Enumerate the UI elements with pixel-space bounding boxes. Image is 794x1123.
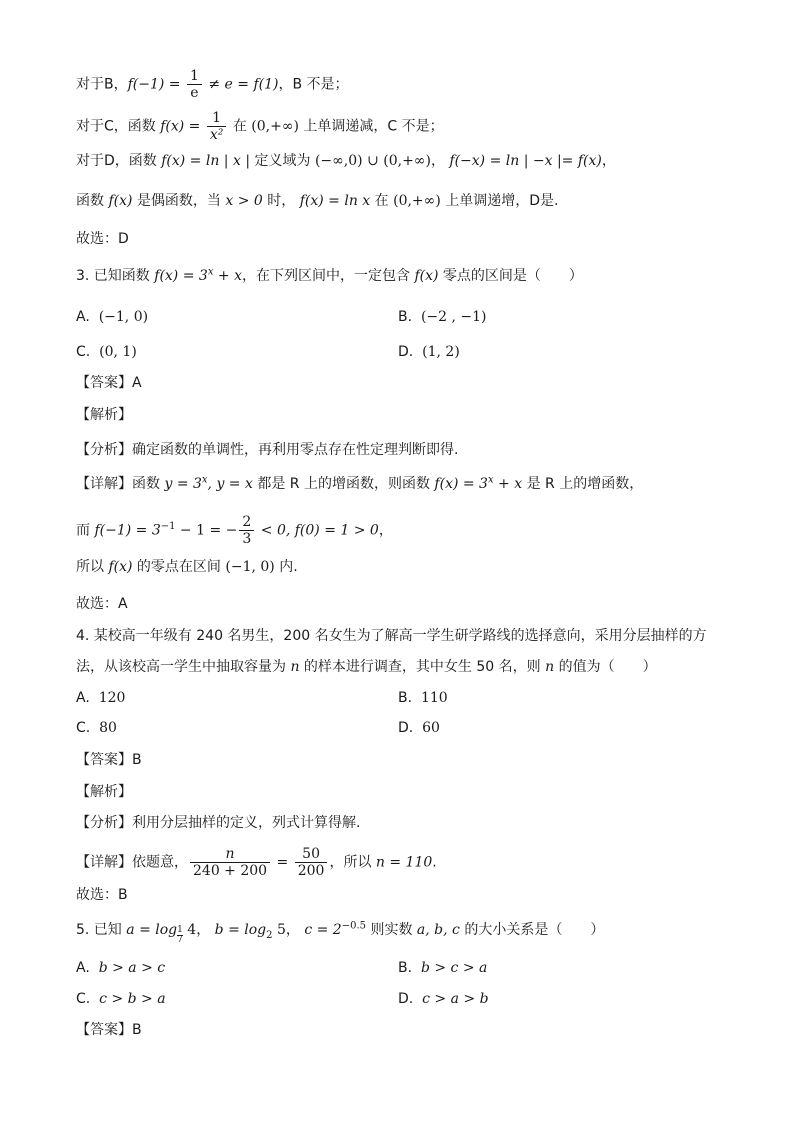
option-d — [398, 718, 440, 738]
option-value: c > a > b — [422, 991, 489, 1007]
option-label: B. — [398, 960, 413, 976]
analysis-fenxi — [76, 813, 360, 833]
text: 对于D，函数 — [76, 153, 162, 169]
math: + x — [213, 268, 242, 284]
math: n — [545, 659, 555, 675]
math: a = log — [126, 922, 178, 938]
text-line — [76, 191, 558, 211]
math: (0,+∞) — [393, 193, 441, 209]
option-c — [76, 342, 137, 362]
text: 函数 — [76, 193, 109, 209]
text: . — [432, 854, 437, 871]
analysis-detail — [76, 846, 437, 879]
answer-line — [76, 373, 142, 393]
text: 的样本进行调查，其中女生 50 名，则 — [299, 659, 546, 675]
math: − 1 = − — [175, 522, 238, 539]
fraction-numerator: 50 — [295, 846, 328, 863]
detail-line-2 — [76, 514, 393, 547]
option-a — [76, 307, 148, 327]
fraction-numerator: 1 — [187, 68, 202, 85]
math: b = log — [214, 922, 267, 938]
detail-tag: 【详解】 — [76, 854, 132, 871]
option-label: D. — [398, 991, 414, 1007]
text: 法，从该校高一学生中抽取容量为 — [76, 659, 291, 675]
text: 而 — [76, 522, 95, 539]
option-value: 80 — [99, 720, 117, 736]
option-value: 60 — [422, 720, 440, 736]
fenxi-tag: 【分析】 — [76, 442, 132, 458]
text: 对于B， — [76, 76, 128, 93]
option-b — [398, 688, 448, 708]
superscript: x — [207, 266, 214, 278]
text: 是偶函数，当 — [132, 193, 226, 209]
option-label: C. — [76, 991, 91, 1007]
superscript: −1 — [160, 520, 176, 532]
answer-tag: 【答案】 — [76, 752, 132, 768]
fraction — [207, 110, 227, 143]
option-label: A. — [76, 309, 90, 325]
subscript: 2 — [266, 929, 273, 941]
text: ，所以 — [329, 854, 376, 871]
option-c — [76, 718, 117, 738]
fraction-numerator: 2 — [239, 514, 254, 531]
math: c = 2 — [304, 922, 342, 938]
answer-value: B — [132, 1022, 142, 1038]
fraction — [187, 68, 202, 101]
text: ，B 不是； — [278, 76, 349, 93]
text: 依题意， — [132, 854, 188, 871]
option-a — [76, 688, 125, 708]
fraction — [295, 846, 328, 879]
option-value: b > c > a — [420, 960, 488, 976]
answer-value: A — [132, 375, 142, 391]
text: 的大小关系是（ ） — [459, 922, 605, 938]
text: 在 — [370, 193, 394, 209]
text: 内. — [274, 559, 298, 575]
text-line — [76, 110, 444, 143]
fenxi-tag: 【分析】 — [76, 815, 132, 831]
text: ， — [430, 153, 450, 169]
option-value: (−2 , −1) — [420, 309, 487, 325]
math: ≠ e = f(1) — [203, 76, 279, 93]
answer-tag: 【答案】 — [76, 1022, 132, 1038]
math: < 0, f(0) = 1 > 0 — [256, 522, 379, 539]
text: 上单调递减，C 不是； — [298, 118, 444, 135]
math: f(x) = 3 — [154, 268, 208, 284]
math: f(−1) = — [127, 76, 185, 93]
math: = — [272, 854, 293, 871]
math: f(x) = 3 — [434, 476, 488, 492]
text: 函数 — [132, 476, 165, 492]
superscript: x — [201, 474, 208, 486]
option-d — [398, 989, 489, 1009]
math: f(x) = — [160, 118, 205, 135]
answer-value: B — [132, 752, 142, 768]
fraction-denominator: 7 — [177, 935, 183, 945]
fraction-denominator: x² — [209, 127, 224, 143]
math: f(x) = ln | x | — [161, 153, 251, 169]
text: 的值为（ ） — [554, 659, 657, 675]
math: + x — [493, 476, 523, 492]
superscript: x — [487, 474, 494, 486]
math: f(−1) = 3 — [94, 522, 161, 539]
text: ，在下列区间中，一定包含 — [241, 268, 415, 284]
text: ， — [196, 922, 215, 938]
option-value: (0, 1) — [99, 344, 137, 360]
option-a — [76, 958, 165, 978]
analysis-fenxi — [76, 440, 458, 460]
analysis-heading: 【解析】 — [76, 407, 132, 423]
text-line — [76, 68, 349, 101]
fraction-numerator: 1 — [207, 110, 227, 127]
text: 对于C，函数 — [76, 118, 161, 135]
math: 4 — [182, 922, 197, 938]
question-4: 4. 某校高一年级有 240 名男生，200 名女生为了解高一学生研学路线的选择意向，采用分层抽样的方 — [76, 628, 707, 644]
math: f(x) — [108, 559, 133, 575]
fraction-denominator: 240 + 200 — [193, 863, 268, 879]
fraction — [190, 846, 270, 879]
option-value: c > b > a — [99, 991, 166, 1007]
text: 定义域为 — [250, 153, 315, 169]
question-4-line-2 — [76, 657, 657, 677]
fraction — [239, 514, 254, 547]
math: y = 3 — [164, 476, 202, 492]
option-label: C. — [76, 720, 91, 736]
math: f(x) — [108, 193, 133, 209]
superscript: −0.5 — [341, 920, 367, 932]
option-label: A. — [76, 690, 90, 706]
fraction-numerator: 1 — [177, 925, 183, 935]
math: (−∞,0) ∪ (0,+∞) — [314, 153, 431, 169]
math: a, b, c — [416, 922, 460, 938]
option-value: 120 — [98, 690, 126, 706]
math: 5 — [272, 922, 286, 938]
option-label: B. — [398, 309, 413, 325]
fraction-denominator: 200 — [297, 863, 325, 879]
option-value: 110 — [420, 690, 448, 706]
text: 时， — [262, 193, 300, 209]
math: f(x) = ln x — [299, 193, 371, 209]
math: x > 0 — [225, 193, 263, 209]
text: 利用分层抽样的定义，列式计算得解. — [132, 815, 361, 831]
math: f(x) — [414, 268, 439, 284]
text: 确定函数的单调性，再利用零点存在性定理判断即得. — [132, 442, 459, 458]
answer-tag: 【答案】 — [76, 375, 132, 391]
question-5 — [76, 920, 604, 945]
fraction-denominator: 3 — [242, 531, 252, 547]
option-value: b > a > c — [98, 960, 166, 976]
option-value: (1, 2) — [422, 344, 460, 360]
option-label: A. — [76, 960, 90, 976]
text: 3. 已知函数 — [76, 268, 155, 284]
detail-line-3 — [76, 557, 298, 577]
answer-line — [76, 1020, 142, 1040]
option-value: (−1, 0) — [98, 309, 149, 325]
fraction-denominator: e — [190, 85, 199, 101]
text: 上单调递增，D是. — [440, 193, 559, 209]
text: 则实数 — [366, 922, 417, 938]
math: n — [290, 659, 300, 675]
fraction-numerator: n — [190, 846, 270, 863]
text: 是 R 上的增函数， — [522, 476, 644, 492]
option-label: B. — [398, 690, 413, 706]
choose-line: 故选：D — [76, 231, 129, 247]
option-label: D. — [398, 720, 414, 736]
choose-line: 故选：B — [76, 887, 128, 903]
answer-line — [76, 750, 142, 770]
analysis-heading: 【解析】 — [76, 784, 132, 800]
text-line — [76, 151, 616, 171]
option-label: D. — [398, 344, 414, 360]
question-3 — [76, 266, 583, 286]
text: ， — [378, 522, 393, 539]
text: 在 — [228, 118, 252, 135]
math: (0,+∞) — [251, 118, 299, 135]
math: f(−x) = ln | −x |= f(x) — [449, 153, 602, 169]
option-d — [398, 342, 460, 362]
option-c — [76, 989, 166, 1009]
text: 的零点在区间 — [132, 559, 226, 575]
option-b — [398, 958, 487, 978]
text: 都是 R 上的增函数，则函数 — [252, 476, 435, 492]
option-b — [398, 307, 487, 327]
choose-line: 故选：A — [76, 596, 128, 612]
math: (−1, 0) — [225, 559, 275, 575]
math: , y = x — [207, 476, 253, 492]
text: ， — [601, 153, 616, 169]
text: ， — [285, 922, 305, 938]
option-label: C. — [76, 344, 91, 360]
analysis-detail — [76, 474, 643, 494]
math: n = 110 — [375, 854, 433, 871]
text: 5. 已知 — [76, 922, 127, 938]
text: 所以 — [76, 559, 109, 575]
detail-tag: 【详解】 — [76, 476, 132, 492]
text: 零点的区间是（ ） — [438, 268, 583, 284]
